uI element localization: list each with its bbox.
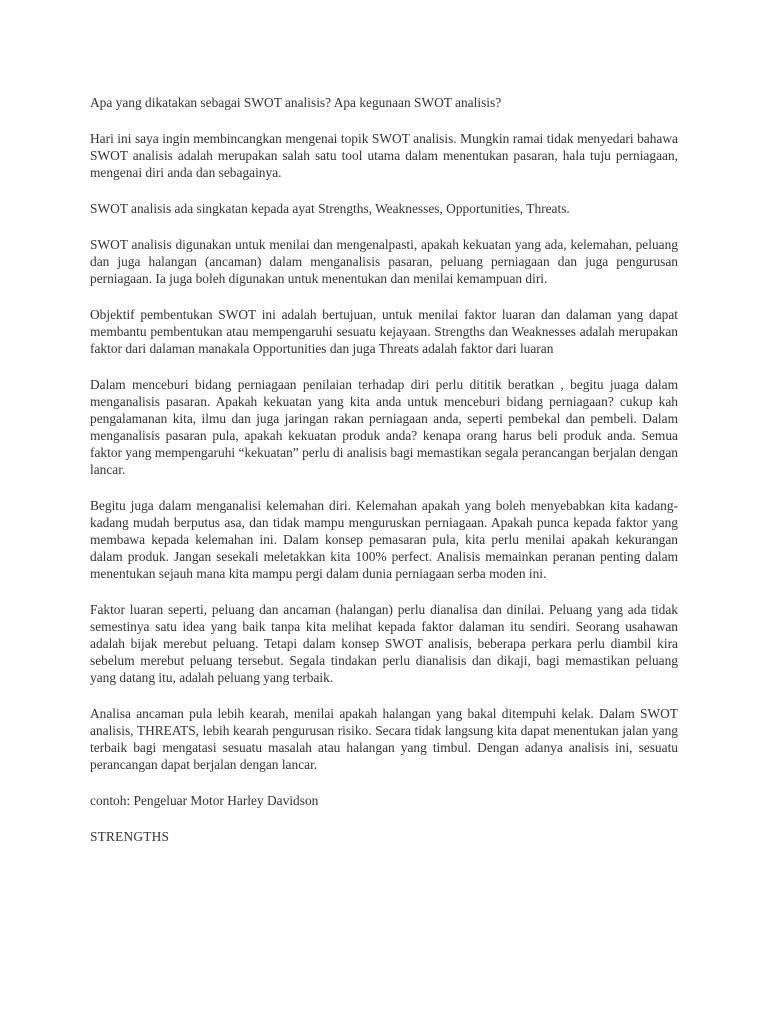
paragraph-objective: Objektif pembentukan SWOT ini adalah bertujuan, untuk menilai faktor luaran dan dalaman yang dapat membantu pembentukan atau mempengaruhi sesuatu kejayaan. Strengths dan Weaknesses adalah merupakan faktor dari dalaman manakala Opportunities dan juga Threats adalah faktor dari luaran	[90, 307, 678, 356]
paragraph-threats: Analisa ancaman pula lebih kearah, menilai apakah halangan yang bakal ditempuhi kelak. Dalam SWOT analisis, THREATS, lebih kearah pengurusan risiko. Secara tidak langsung kita dapat menentukan jalan yang terbaik bagi mengatasi sesuatu masalah atau halangan yang timbul. Dengan adanya analisis ini, sesuatu perancangan dapat berjalan dengan lancar.	[90, 706, 678, 772]
document-page	[90, 94, 678, 845]
paragraph-strengths: Dalam menceburi bidang perniagaan penilaian terhadap diri perlu dititik beratkan , begitu juaga dalam menganalisis pasaran. Apakah kekuatan yang kita anda untuk menceburi bidang perniagaan? cukup kah pengalamanan kita, ilmu dan juga jaringan rakan perniagaan anda, seperti pembekal dan pembeli. Dalam menganalisis pasaran pula, apakah kekuatan produk anda? kenapa orang harus beli produk anda. Semua faktor yang mempengaruhi “kekuatan” perlu di analisis bagi memastikan segala perancangan berjalan dengan lancar.	[90, 377, 678, 477]
document-title: Apa yang dikatakan sebagai SWOT analisis? Apa kegunaan SWOT analisis?	[90, 95, 502, 110]
paragraph-opportunities: Faktor luaran seperti, peluang dan ancaman (halangan) perlu dianalisa dan dinilai. Peluang yang ada tidak semestinya satu idea yang baik tanpa kita melihat kepada faktor dalaman itu sendiri. Seorang usahawan adalah bijak merebut peluang. Tetapi dalam konsep SWOT analisis, beberapa perkara perlu diambil kira sebelum merebut peluang tersebut. Segala tindakan perlu dianalisis dan dikaji, bagi memastikan peluang yang datang itu, adalah peluang yang terbaik.	[90, 602, 678, 685]
paragraph-definition: SWOT analisis ada singkatan kepada ayat Strengths, Weaknesses, Opportunities, Threats.	[90, 201, 570, 216]
paragraph-weaknesses: Begitu juga dalam menganalisi kelemahan diri. Kelemahan apakah yang boleh menyebabkan kita kadang-kadang mudah berputus asa, dan tidak mampu menguruskan perniagaan. Apakah punca kepada faktor yang membawa kepada kelemahan ini. Dalam konsep pemasaran pula, kita perlu menilai apakah kekurangan dalam produk. Jangan sesekali meletakkan kita 100% perfect. Analisis memainkan peranan penting dalam menentukan sejauh mana kita mampu pergi dalam dunia perniagaan serba moden ini.	[90, 498, 678, 581]
paragraph-usage: SWOT analisis digunakan untuk menilai dan mengenalpasti, apakah kekuatan yang ada, kelemahan, peluang dan juga halangan (ancaman) dalam menganalisis pasaran, peluang perniagaan dan juga pengurusan perniagaan. Ia juga boleh digunakan untuk menentukan dan menilai kemampuan diri.	[90, 237, 678, 286]
paragraph-intro: Hari ini saya ingin membincangkan mengenai topik SWOT analisis. Mungkin ramai tidak menyedari bahawa SWOT analisis adalah merupakan salah satu tool utama dalam menentukan pasaran, hala tuju perniagaan, mengenai diri anda dan sebagainya.	[90, 131, 678, 180]
section-heading-strengths: STRENGTHS	[90, 829, 170, 844]
paragraph-example: contoh: Pengeluar Motor Harley Davidson	[90, 793, 319, 808]
